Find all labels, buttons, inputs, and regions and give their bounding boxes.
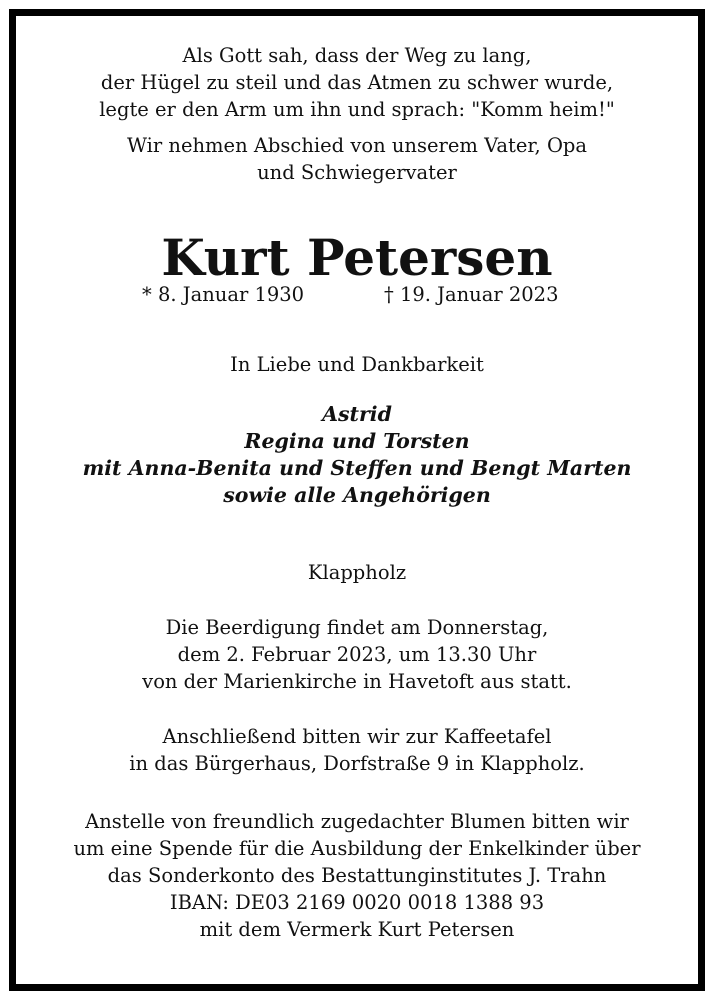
reception-line-1: Anschließend bitten wir zur Kaffeetafel	[162, 725, 552, 748]
life-dates	[16, 283, 698, 313]
dedication: In Liebe und Dankbarkeit	[230, 353, 484, 376]
donation-line-1: Anstelle von freundlich zugedachter Blumen bitten wir	[85, 810, 629, 833]
place-of-residence: Klappholz	[307, 561, 407, 584]
donation-line-5: mit dem Vermerk Kurt Petersen	[199, 918, 515, 941]
verse-line-3: legte er den Arm um ihn und sprach: "Komm heim!"	[99, 98, 615, 121]
obituary-notice	[9, 9, 705, 991]
donation-line-2: um eine Spende für die Ausbildung der Enkelkinder über	[73, 837, 641, 860]
verse-line-1: Als Gott sah, dass der Weg zu lang,	[182, 44, 532, 67]
mourner-line-4: sowie alle Angehörigen	[223, 483, 491, 507]
farewell-line-2: und Schwiegervater	[257, 161, 457, 184]
birth-date: * 8. Januar 1930	[142, 283, 305, 306]
mourner-line-3: mit Anna-Benita und Steffen und Bengt Marten	[82, 456, 632, 480]
funeral-line-3: von der Marienkirche in Havetoft aus statt.	[142, 670, 572, 693]
farewell-line-1: Wir nehmen Abschied von unserem Vater, Opa	[126, 134, 588, 157]
mourner-line-1: Astrid	[322, 402, 392, 426]
deceased-name: Kurt Petersen	[161, 228, 553, 287]
funeral-line-1: Die Beerdigung findet am Donnerstag,	[165, 616, 549, 639]
funeral-line-2: dem 2. Februar 2023, um 13.30 Uhr	[177, 643, 537, 666]
mourner-line-2: Regina und Torsten	[244, 429, 470, 453]
donation-line-3: das Sonderkonto des Bestattunginstitutes J. Trahn	[107, 864, 607, 887]
reception-line-2: in das Bürgerhaus, Dorfstraße 9 in Klappholz.	[129, 752, 585, 775]
verse-line-2: der Hügel zu steil und das Atmen zu schwer wurde,	[100, 71, 614, 94]
donation-iban: IBAN: DE03 2169 0020 0018 1388 93	[169, 891, 545, 914]
death-date: † 19. Januar 2023	[384, 283, 559, 306]
